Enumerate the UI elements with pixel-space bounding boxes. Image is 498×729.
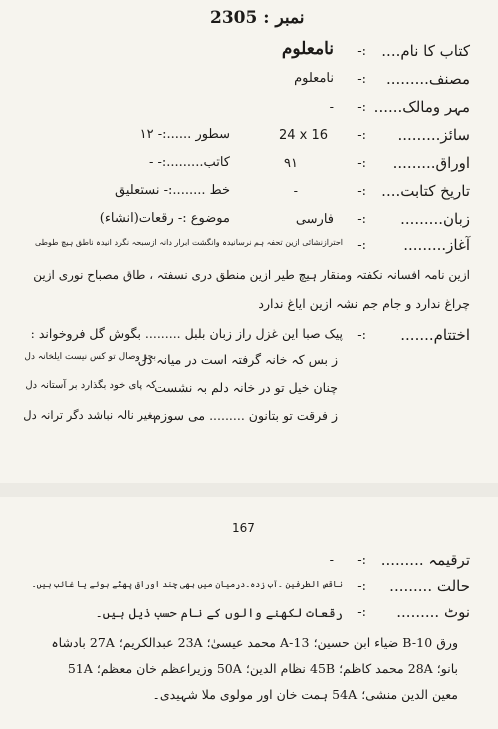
tarqima-value: - [329,553,334,568]
beginning-label: آغاز......... [403,236,470,254]
date-sep: :- [357,184,366,199]
ending-label: اختتام....... [400,326,470,344]
subject: موضوع :- رقعات(انشاء) [99,211,230,226]
folios-sep: :- [357,156,366,171]
seal-value: - [329,100,334,115]
beginning-line-1: احترازنشائی ازین تحفہ ہم نرسانیدہ وانگشت ابرار دانہ ازسبحہ نگرد انیدہ ناطق ہیچ طوطی [35,238,343,247]
language-label: زبان......... [400,210,470,228]
condition-label: حالت ......... [389,577,470,595]
date-label: تاریخ کتابت.... [381,182,470,200]
note-label: نوٹ ......... [396,603,470,621]
author-label: مصنف......... [385,70,470,88]
note-line-3: معین الدین منشی؛ 54A ہمت خان اور مولوی ملا شہیدی۔ [152,687,458,702]
ending-intro: پیک صبا این غزل راز زبان بلبل ......... بگوش گل فروخواند : [30,326,343,341]
condition-sep: :- [357,579,366,594]
script-style: خط ........:- نستعلیق [115,183,230,198]
size-label: سائز......... [397,126,470,144]
date-value: - [293,184,298,199]
title-value: نامعلوم [281,39,334,59]
title-label: کتاب کا نام.... [381,42,470,60]
author-sep: :- [357,72,366,87]
folios-value: ۹۱ [284,156,298,171]
tarqima-label: ترقیمہ ......... [380,551,470,569]
verse-2-left: کہ پای خود بگذارد بر آستانہ دل [25,380,156,391]
seal-sep: :- [357,100,366,115]
language-value: فارسی [295,212,334,227]
verse-1-right: ز بس کہ خانہ گرفتہ است در میانہ دل [137,352,338,367]
size-value: 24 x 16 [278,128,328,143]
verse-1-left: بجز وصال تو کس نیست ایلخانہ دل [24,352,156,362]
author-value: نامعلوم [294,71,334,86]
lines-count: سطور ......:- ۱۲ [139,127,230,142]
verse-2-right: چنان خیل تو در خانہ دلم بہ نشست [154,380,338,395]
catalog-number: نمبر : 2305 [210,8,305,28]
beginning-line-3: چراغ ندارد و جام جم نشہ ازین ایاغ ندارد [258,296,470,311]
note-value: رقعات لکھنے والوں کے نام حسب ذیل ہیں۔ [95,605,343,620]
verse-3-right: ز فرقت تو بتانون ......... می سوزم [153,408,338,423]
scribe: کاتب.........:- - [148,155,230,170]
note-line-2: بانو؛ 28A محمد کاظم؛ 45B نظام الدین؛ 50A وزیراعظم خان معظم؛ 51A [67,661,458,676]
title-sep: :- [357,44,366,59]
condition-value: ناقص الطرفین ۔آب زدہ۔درمیان میں بھی چند اوراق پھٹے ہوئے یا غائب ہیں۔ [31,580,343,590]
beginning-sep: :- [357,238,366,253]
language-sep: :- [357,212,366,227]
seal-label: مہر ومالک...... [373,98,470,116]
folios-label: اوراق......... [392,154,470,172]
tarqima-sep: :- [357,553,366,568]
size-sep: :- [357,128,366,143]
ending-sep: :- [357,328,366,343]
note-line-1: ورق B-10 ضیاء ابن حسین؛ A-13 محمد عیسیٰ؛ 23A عبدالکریم؛ 27A بادشاہ [51,635,458,650]
note-sep: :- [357,605,366,620]
verse-3-left: بغیر نالہ نباشد دگر ترانہ دل [23,408,156,422]
catalog-page-bottom [0,497,498,729]
beginning-line-2: ازین نامہ افسانہ نکفتہ ومنقار ہیچ طیر ازین منطق دری نسفتہ ، طاق مصباح نوری ازین [33,268,470,282]
page-number: 167 [232,521,255,535]
